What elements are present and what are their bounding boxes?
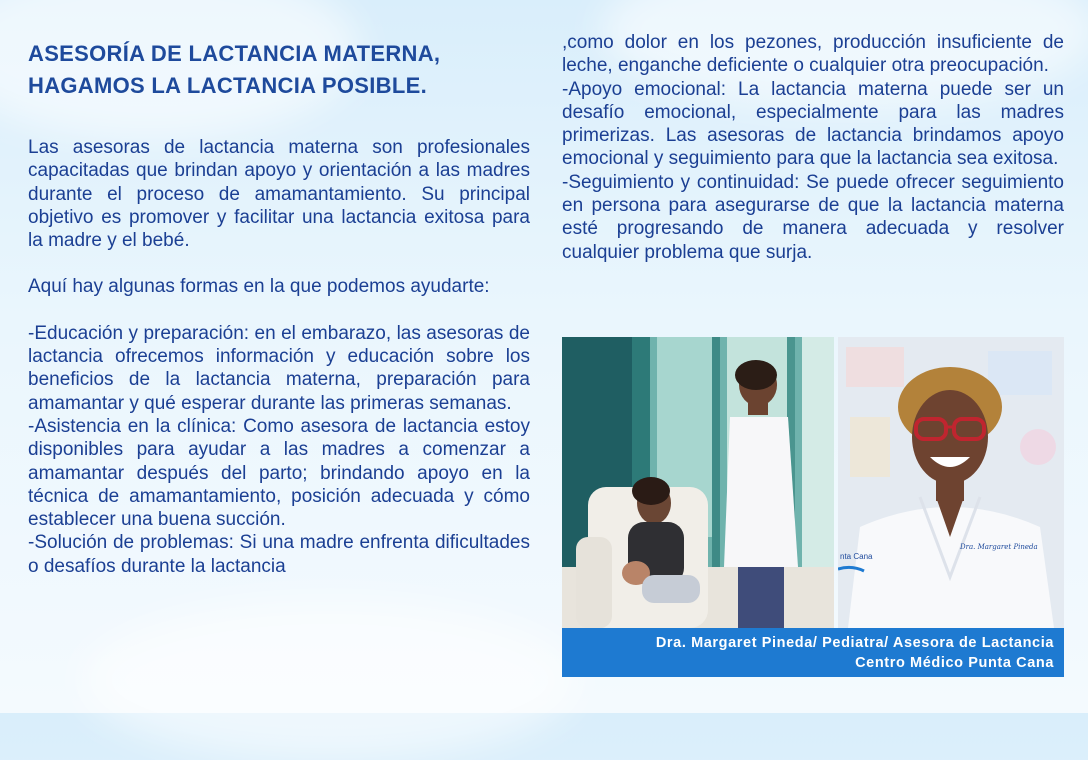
emotional-support-paragraph: -Apoyo emocional: La lactancia materna puede ser un desafío emocional, especialmente para las madres primerizas. Las asesoras de lactancia brindamos apoyo emocional y seguimiento para que la lactancia sea exitosa.	[562, 78, 1064, 170]
intro-paragraph: Las asesoras de lactancia materna son profesionales capacitadas que brindan apoyo y orientación a las madres durante el proceso de amamantamiento. Su principal objetivo es promover y facilitar una lactancia exitosa para la madre y el bebé.	[28, 137, 530, 252]
title-line: ASESORÍA DE LACTANCIA MATERNA,	[28, 41, 441, 66]
left-column	[28, 38, 530, 578]
right-column	[562, 32, 1064, 264]
caption-line-2: Centro Médico Punta Cana	[855, 655, 1054, 671]
clinic-logo-text: nta Cana	[840, 552, 873, 561]
problem-solving-paragraph: -Solución de problemas: Si una madre enfrenta dificultades o desafíos durante la lactancia	[28, 532, 530, 577]
doctor-portrait-photo	[838, 337, 1064, 628]
clinic-scene-illustration	[562, 337, 834, 628]
follow-up-paragraph: -Seguimiento y continuidad: Se puede ofrecer seguimiento en persona para asegurarse de que la lactancia materna esté progresando de manera adecuada y resolver cualquier problema que surja.	[562, 171, 1064, 263]
caption-line-1: Dra. Margaret Pineda/ Pediatra/ Asesora de Lactancia	[655, 635, 1054, 651]
photo-panel	[562, 337, 1064, 677]
doctor-portrait-illustration	[838, 337, 1064, 628]
coat-embroidery: Dra. Margaret Pineda	[960, 543, 1038, 551]
problem-solving-continued-paragraph: ,como dolor en los pezones, producción insuficiente de leche, enganche deficiente o cualquier otra preocupación.	[562, 32, 1064, 77]
photo-caption-bar	[562, 628, 1064, 677]
background-cloud	[80, 600, 580, 760]
education-paragraph: -Educación y preparación: en el embarazo, las asesoras de lactancia ofrecemos información y educación sobre los beneficios de la lactancia materna, preparación para amamantar y qué esperar durante las primeras semanas.	[28, 322, 530, 414]
title-line: HAGAMOS LA LACTANCIA POSIBLE.	[28, 73, 427, 98]
ways-intro-paragraph: Aquí hay algunas formas en la que podemos ayudarte:	[28, 276, 490, 298]
clinic-assistance-paragraph: -Asistencia en la clínica: Como asesora de lactancia estoy disponibles para ayudar a las madres a comenzar a amamantar después del parto; brindando apoyo en la técnica de amamantamiento, posición adecuada y cómo establecer una buena succión.	[28, 415, 530, 531]
clinic-photo	[562, 337, 834, 628]
page-title	[28, 38, 530, 102]
